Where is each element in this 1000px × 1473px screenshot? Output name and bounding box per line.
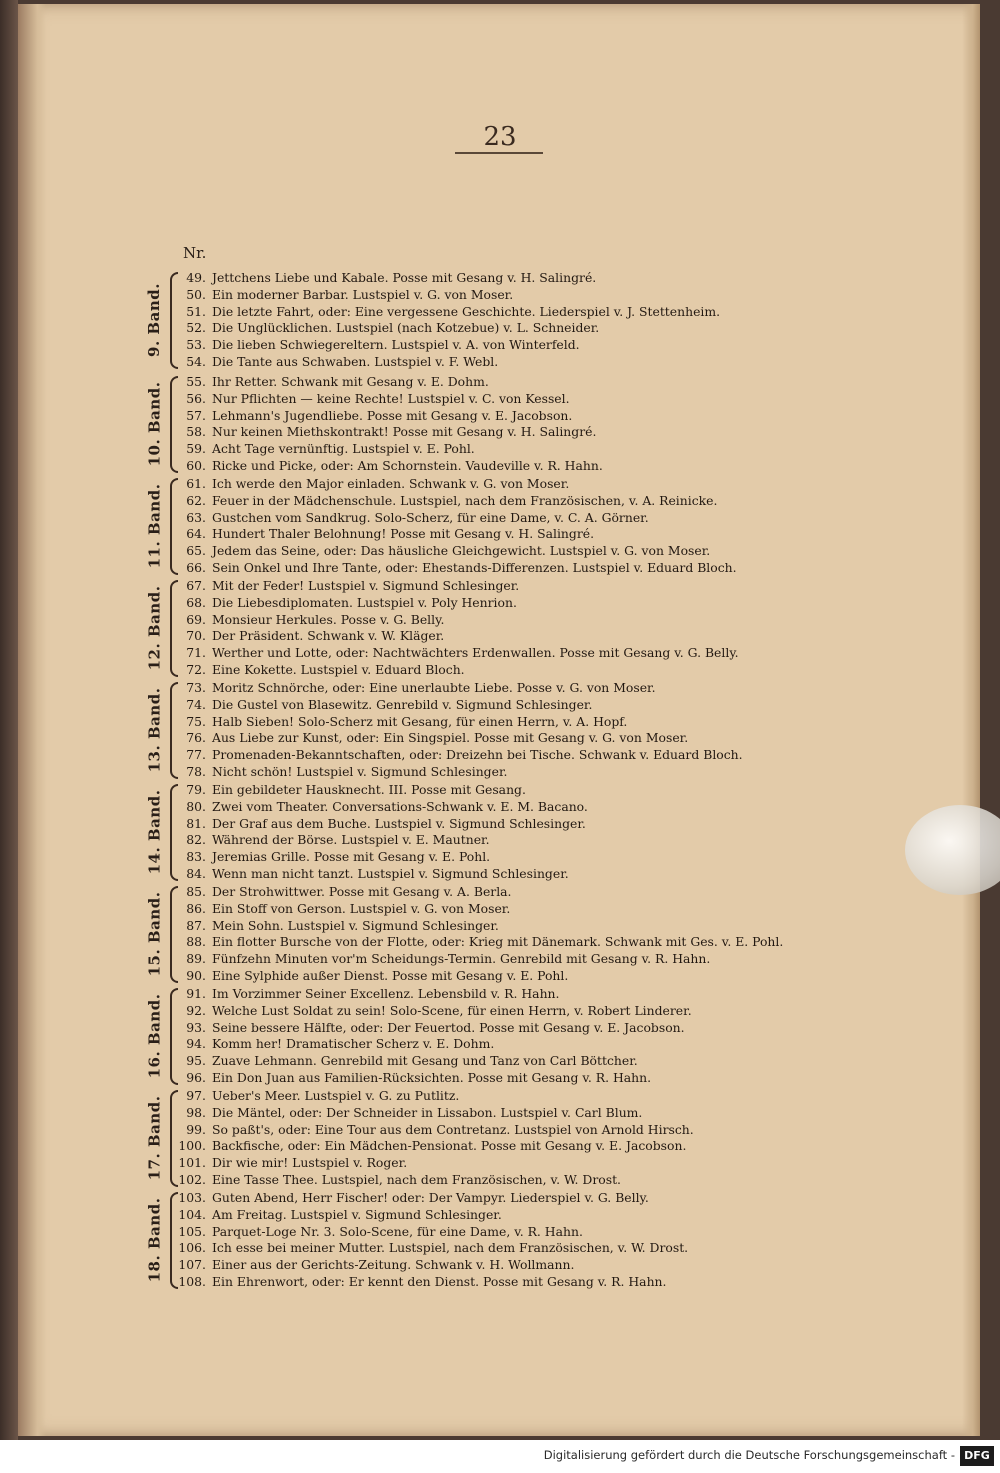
entry-text: Mit der Feder! Lustspiel v. Sigmund Schlesinger. [212,578,520,593]
entry-text: Die Unglücklichen. Lustspiel (nach Kotzebue) v. L. Schneider. [212,320,600,336]
entry-number: 101. [178,1155,206,1171]
entry-number: 74. [186,696,206,712]
list-item [174,476,737,493]
entry-number: 79. [186,782,206,797]
entry-number: 58. [186,424,206,440]
volume-group [140,270,840,371]
entry-text: Jedem das Seine, oder: Das häusliche Gleichgewicht. Lustspiel v. G. von Moser. [212,543,711,559]
entry-text: Der Strohwittwer. Posse mit Gesang v. A. Berla. [212,884,512,899]
entry-number: 102. [178,1171,206,1187]
entry-number: 108. [178,1273,206,1289]
entry-number: 96. [186,1069,206,1085]
list-item [174,493,737,510]
list-item [174,1224,688,1241]
entry-text: Zwei vom Theater. Conversations-Schwank v. E. M. Bacano. [212,798,588,814]
entry-text: Ein Don Juan aus Familien-Rücksichten. Posse mit Gesang v. R. Hahn. [212,1069,652,1085]
entry-text: Die letzte Fahrt, oder: Eine vergessene Geschichte. Liederspiel v. J. Stettenheim. [212,303,721,319]
entry-number: 72. [186,661,206,677]
entry-text: Seine bessere Hälfte, oder: Der Feuertod. Posse mit Gesang v. E. Jacobson. [212,1019,685,1035]
entry-number: 57. [186,407,206,423]
entry-list [174,578,739,679]
list-item [174,986,692,1003]
entry-text: Die Liebesdiplomaten. Lustspiel v. Poly Henrion. [212,594,517,610]
entry-text: Sein Onkel und Ihre Tante, oder: Ehestands-Differenzen. Lustspiel v. Eduard Bloch. [212,559,737,575]
entry-number: 61. [186,476,206,491]
entry-text: So paßt's, oder: Eine Tour aus dem Contretanz. Lustspiel von Arnold Hirsch. [212,1121,694,1137]
dfg-logo: DFG [960,1446,994,1466]
entry-list [174,374,603,475]
entry-text: Ueber's Meer. Lustspiel v. G. zu Putlitz. [212,1088,460,1103]
entry-number: 99. [186,1121,206,1137]
list-item [174,730,743,747]
list-item [174,799,588,816]
entry-text: Ricke und Picke, oder: Am Schornstein. Vaudeville v. R. Hahn. [212,457,603,473]
list-item [174,849,588,866]
entry-number: 80. [186,798,206,814]
entry-text: Dir wie mir! Lustspiel v. Roger. [212,1155,408,1171]
entry-number: 93. [186,1019,206,1035]
volume-group [140,476,840,577]
volume-label-text: 18. Band. [145,1197,163,1283]
entry-text: Gustchen vom Sandkrug. Solo-Scherz, für eine Dame, v. C. A. Görner. [212,509,649,525]
entry-text: Nur Pflichten — keine Rechte! Lustspiel v. C. von Kessel. [212,390,570,406]
entry-text: Lehmann's Jugendliebe. Posse mit Gesang v. E. Jacobson. [212,407,573,423]
volume-label [140,680,168,781]
volume-group [140,782,840,883]
entry-number: 94. [186,1036,206,1052]
entry-number: 70. [186,628,206,644]
entry-text: Zuave Lehmann. Genrebild mit Gesang und Tanz von Carl Böttcher. [212,1053,638,1069]
volume-label [140,782,168,883]
entry-number: 73. [186,680,206,695]
entry-list [174,680,743,781]
list-item [174,408,603,425]
entry-number: 51. [186,303,206,319]
list-item [174,1172,694,1189]
list-item [174,1190,688,1207]
list-item [174,680,743,697]
entry-text: Monsieur Herkules. Posse v. G. Belly. [212,611,445,627]
entry-text: Hundert Thaler Belohnung! Posse mit Gesang v. H. Salingré. [212,526,595,542]
entry-number: 54. [186,353,206,369]
entry-number: 84. [186,865,206,881]
footer-bar [0,1440,1000,1473]
footer-credit: Digitalisierung gefördert durch die Deutsche Forschungsgemeinschaft - [543,1448,955,1462]
entry-number: 86. [186,900,206,916]
list-item [174,270,720,287]
volume-label [140,270,168,371]
entry-text: Ein gebildeter Hausknecht. III. Posse mit Gesang. [212,782,526,797]
list-item [174,1105,694,1122]
entry-text: Jeremias Grille. Posse mit Gesang v. E. Pohl. [212,849,491,865]
volume-label [140,884,168,985]
entry-number: 68. [186,594,206,610]
list-item [174,304,720,321]
list-item [174,816,588,833]
volume-group [140,1088,840,1189]
entry-text: Die Mäntel, oder: Der Schneider in Lissabon. Lustspiel v. Carl Blum. [212,1104,643,1120]
list-item [174,526,737,543]
list-item [174,1257,688,1274]
entry-number: 89. [186,951,206,967]
volume-label-text: 16. Band. [145,993,163,1079]
volume-label [140,1190,168,1291]
entry-number: 76. [186,730,206,746]
volume-label-text: 12. Band. [145,585,163,671]
volume-label-text: 9. Band. [145,283,163,358]
list-item [174,458,603,475]
entry-number: 71. [186,645,206,661]
entry-list [174,884,783,985]
entry-text: Während der Börse. Lustspiel v. E. Mautner. [212,832,490,848]
entry-text: Am Freitag. Lustspiel v. Sigmund Schlesinger. [212,1206,502,1222]
list-item [174,645,739,662]
entry-number: 90. [186,967,206,983]
entry-number: 97. [186,1088,206,1103]
entry-list [174,1190,688,1291]
entry-text: Ich werde den Major einladen. Schwank v. G. von Moser. [212,476,570,491]
list-item [174,374,603,391]
list-item [174,934,783,951]
entry-list [174,1088,694,1189]
volume-label-text: 11. Band. [145,483,163,569]
volume-label [140,374,168,475]
list-item [174,391,603,408]
list-item [174,1088,694,1105]
list-item [174,337,720,354]
entry-text: Ein moderner Barbar. Lustspiel v. G. von Moser. [212,286,514,302]
entry-number: 65. [186,543,206,559]
entry-number: 55. [186,374,206,389]
list-item [174,628,739,645]
list-item [174,782,588,799]
entry-number: 56. [186,390,206,406]
list-item [174,1036,692,1053]
volume-label [140,1088,168,1189]
entry-text: Mein Sohn. Lustspiel v. Sigmund Schlesinger. [212,917,499,933]
entry-number: 104. [178,1206,206,1222]
entry-list [174,270,720,371]
entry-text: Im Vorzimmer Seiner Excellenz. Lebensbild v. R. Hahn. [212,986,560,1001]
entry-text: Wenn man nicht tanzt. Lustspiel v. Sigmund Schlesinger. [212,865,569,881]
list-item [174,697,743,714]
list-item [174,424,603,441]
list-item [174,884,783,901]
entry-number: 103. [178,1190,206,1205]
entry-number: 75. [186,713,206,729]
entry-number: 64. [186,526,206,542]
entry-number: 49. [186,270,206,285]
entry-number: 95. [186,1053,206,1069]
entry-text: Welche Lust Soldat zu sein! Solo-Scene, für einen Herrn, v. Robert Linderer. [212,1002,692,1018]
list-item [174,320,720,337]
entry-text: Ein Ehrenwort, oder: Er kennt den Dienst. Posse mit Gesang v. R. Hahn. [212,1273,667,1289]
list-item [174,764,743,781]
volume-group [140,680,840,781]
list-item [174,747,743,764]
volume-label-text: 14. Band. [145,789,163,875]
entry-list [174,476,737,577]
entry-text: Promenaden-Bekanntschaften, oder: Dreizehn bei Tische. Schwank v. Eduard Bloch. [212,747,743,763]
entry-text: Werther und Lotte, oder: Nachtwächters Erdenwallen. Posse mit Gesang v. G. Belly. [212,645,739,661]
entry-number: 62. [186,492,206,508]
entry-text: Parquet-Loge Nr. 3. Solo-Scene, für eine Dame, v. R. Hahn. [212,1223,583,1239]
entry-text: Eine Kokette. Lustspiel v. Eduard Bloch. [212,661,465,677]
entry-number: 82. [186,832,206,848]
entry-text: Eine Sylphide außer Dienst. Posse mit Gesang v. E. Pohl. [212,967,569,983]
list-item [174,1138,694,1155]
entry-number: 91. [186,986,206,1001]
entry-number: 92. [186,1002,206,1018]
volume-label-text: 17. Band. [145,1095,163,1181]
page-number: 23 [483,122,517,152]
entry-text: Ich esse bei meiner Mutter. Lustspiel, nach dem Französischen, v. W. Drost. [212,1240,689,1256]
entry-number: 69. [186,611,206,627]
entry-text: Ein Stoff von Gerson. Lustspiel v. G. von Moser. [212,900,511,916]
entry-number: 88. [186,934,206,950]
entry-number: 59. [186,441,206,457]
entry-number: 105. [178,1223,206,1239]
entry-text: Einer aus der Gerichts-Zeitung. Schwank v. H. Wollmann. [212,1257,575,1273]
entry-text: Die Tante aus Schwaben. Lustspiel v. F. Webl. [212,353,499,369]
entry-text: Guten Abend, Herr Fischer! oder: Der Vampyr. Liederspiel v. G. Belly. [212,1190,649,1205]
entry-text: Ein flotter Bursche von der Flotte, oder: Krieg mit Dänemark. Schwank mit Ges. v. E. Pohl. [212,934,784,950]
list-item [174,578,739,595]
entry-text: Jettchens Liebe und Kabale. Posse mit Gesang v. H. Salingré. [212,270,597,285]
volume-group [140,884,840,985]
scan-background [0,0,18,1440]
entry-text: Aus Liebe zur Kunst, oder: Ein Singspiel. Posse mit Gesang v. G. von Moser. [212,730,689,746]
list-item [174,287,720,304]
entry-list [174,986,692,1087]
list-item [174,901,783,918]
entry-number: 77. [186,747,206,763]
list-item [174,510,737,527]
entry-number: 87. [186,917,206,933]
entry-text: Acht Tage vernünftig. Lustspiel v. E. Pohl. [212,441,475,457]
entry-text: Halb Sieben! Solo-Scherz mit Gesang, für einen Herrn, v. A. Hopf. [212,713,628,729]
volume-label [140,986,168,1087]
entry-text: Der Präsident. Schwank v. W. Kläger. [212,628,445,644]
entry-text: Der Graf aus dem Buche. Lustspiel v. Sigmund Schlesinger. [212,815,586,831]
entry-number: 83. [186,849,206,865]
volume-label-text: 13. Band. [145,687,163,773]
entry-number: 53. [186,337,206,353]
entry-number: 100. [178,1138,206,1154]
volume-label [140,578,168,679]
entry-number: 85. [186,884,206,899]
entry-number: 78. [186,763,206,779]
list-item [174,1207,688,1224]
list-item [174,1003,692,1020]
entry-list [174,782,588,883]
nr-label: Nr. [183,244,207,262]
list-item [174,1122,694,1139]
list-item [174,1053,692,1070]
volume-label-text: 10. Band. [145,381,163,467]
entry-number: 106. [178,1240,206,1256]
volume-label-text: 15. Band. [145,891,163,977]
page-spine-shadow [18,4,46,1436]
list-item [174,354,720,371]
list-item [174,612,739,629]
list-item [174,662,739,679]
volume-group [140,986,840,1087]
entry-number: 81. [186,815,206,831]
entry-number: 66. [186,559,206,575]
entry-text: Backfische, oder: Ein Mädchen-Pensionat. Posse mit Gesang v. E. Jacobson. [212,1138,687,1154]
list-item [174,968,783,985]
list-item [174,543,737,560]
entry-number: 63. [186,509,206,525]
volume-group [140,578,840,679]
entry-text: Die Gustel von Blasewitz. Genrebild v. Sigmund Schlesinger. [212,696,593,712]
list-item [174,560,737,577]
page-edge [962,4,980,1436]
entry-text: Nicht schön! Lustspiel v. Sigmund Schlesinger. [212,763,508,779]
list-item [174,1020,692,1037]
volume-group [140,374,840,475]
entry-text: Fünfzehn Minuten vor'm Scheidungs-Termin. Genrebild mit Gesang v. R. Hahn. [212,951,711,967]
list-item [174,951,783,968]
list-item [174,832,588,849]
entry-number: 67. [186,578,206,593]
volume-label [140,476,168,577]
list-item [174,595,739,612]
list-item [174,1155,694,1172]
entry-number: 52. [186,320,206,336]
entry-text: Die lieben Schwiegereltern. Lustspiel v. A. von Winterfeld. [212,337,580,353]
list-item [174,1274,688,1291]
entry-text: Moritz Schnörche, oder: Eine unerlaubte Liebe. Posse v. G. von Moser. [212,680,656,695]
volume-group [140,1190,840,1291]
list-item [174,1070,692,1087]
entry-number: 50. [186,286,206,302]
list-item [174,1240,688,1257]
list-item [174,918,783,935]
entry-text: Nur keinen Miethskontrakt! Posse mit Gesang v. H. Salingré. [212,424,597,440]
list-item [174,866,588,883]
entry-number: 60. [186,457,206,473]
entry-text: Feuer in der Mädchenschule. Lustspiel, nach dem Französischen, v. A. Reinicke. [212,492,718,508]
entry-number: 107. [178,1257,206,1273]
entry-text: Eine Tasse Thee. Lustspiel, nach dem Französischen, v. W. Drost. [212,1171,621,1187]
entry-text: Ihr Retter. Schwank mit Gesang v. E. Dohm. [212,374,489,389]
list-item [174,714,743,731]
list-item [174,441,603,458]
entry-number: 98. [186,1104,206,1120]
entry-text: Komm her! Dramatischer Scherz v. E. Dohm. [212,1036,495,1052]
page-number-rule [455,152,543,154]
